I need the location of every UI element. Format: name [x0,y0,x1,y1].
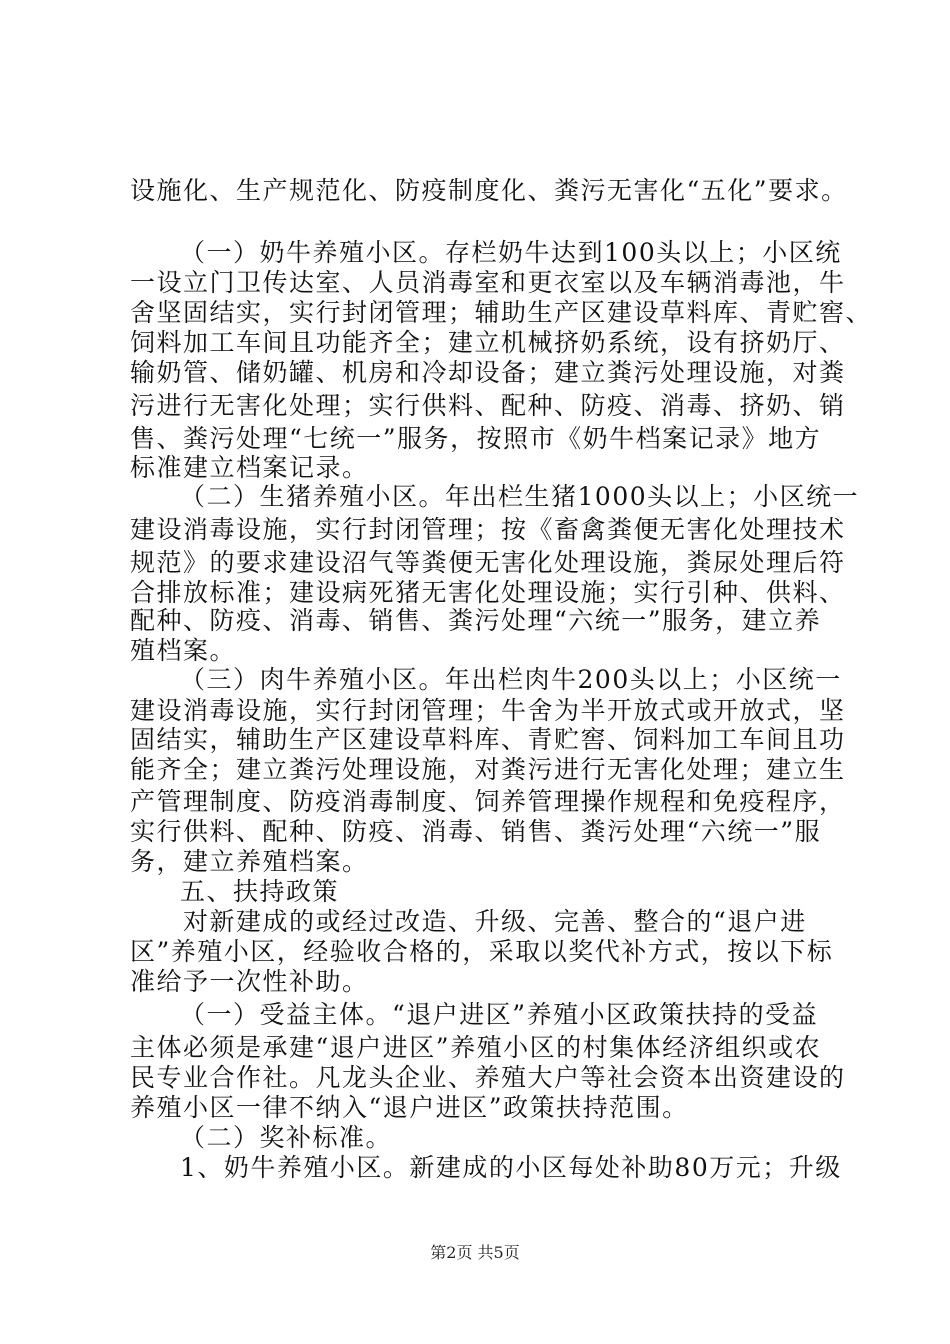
text-line: （二）生猪养殖小区。年出栏生猪1000头以上；小区统一 [180,482,860,511]
text-line: 舍坚固结实，实行封闭管理；辅助生产区建设草料库、青贮窖、 [130,298,873,327]
page-number: 第2页 共5页 [430,1243,520,1262]
text-line: 规范》的要求建设沼气等粪便无害化处理设施，粪尿处理后符 [130,548,846,577]
text-line: （二）奖补标准。 [180,1123,393,1152]
text-line: 1、奶牛养殖小区。新建成的小区每处补助80万元；升级 [180,1153,842,1182]
text-line: 售、粪污处理“七统一”服务，按照市《奶牛档案记录》地方 [130,424,822,453]
text-line: 建设消毒设施，实行封闭管理；按《畜禽粪便无害化处理技术 [130,515,846,544]
text-line: 准给予一次性补助。 [130,967,369,996]
text-line: 主体必须是承建“退户进区”养殖小区的村集体经济组织或农 [130,1033,822,1062]
text-line: （三）肉牛养殖小区。年出栏肉牛200头以上；小区统一 [180,665,842,694]
text-line: 区”养殖小区，经验收合格的，采取以奖代补方式，按以下标 [130,937,834,966]
text-line: （一）受益主体。“退户进区”养殖小区政策扶持的受益 [180,1000,819,1029]
text-line: 能齐全；建立粪污处理设施，对粪污进行无害化处理；建立生 [130,755,846,784]
text-line: 合排放标准；建设病死猪无害化处理设施；实行引种、供料、 [130,578,846,607]
text-line: 一设立门卫传达室、人员消毒室和更衣室以及车辆消毒池，牛 [130,268,846,297]
text-line: 务，建立养殖档案。 [130,847,369,876]
text-line: 输奶管、储奶罐、机房和冷却设备；建立粪污处理设施，对粪 [130,358,846,387]
text-line: 污进行无害化处理；实行供料、配种、防疫、消毒、挤奶、销 [130,391,846,420]
text-line: 固结实，辅助生产区建设草料库、青贮窖、饲料加工车间且功 [130,725,846,754]
text-line: 养殖小区一律不纳入“退户进区”政策扶持范围。 [130,1093,689,1122]
text-line: 配种、防疫、消毒、销售、粪污处理“六统一”服务，建立养 [130,606,822,635]
text-line: 殖档案。 [130,636,237,665]
text-line: 对新建成的或经过改造、升级、完善、整合的“退户进 [183,907,807,936]
text-line: 民专业合作社。凡龙头企业、养殖大户等社会资本出资建设的 [130,1063,846,1092]
text-line: 实行供料、配种、防疫、消毒、销售、粪污处理“六统一”服 [130,817,822,846]
text-line: 产管理制度、防疫消毒制度、饲养管理操作规程和免疫程序， [130,787,846,816]
text-line: 饲料加工车间且功能齐全；建立机械挤奶系统，设有挤奶厅、 [130,328,846,357]
text-line: 标准建立档案记录。 [130,453,369,482]
text-line: 建设消毒设施，实行封闭管理；牛舍为半开放式或开放式，坚 [130,696,846,725]
section-heading: 五、扶持政策 [180,877,340,906]
text-line: （一）奶牛养殖小区。存栏奶牛达到100头以上；小区统 [180,238,842,267]
text-line: 设施化、生产规范化、防疫制度化、粪污无害化“五化”要求。 [130,176,848,205]
